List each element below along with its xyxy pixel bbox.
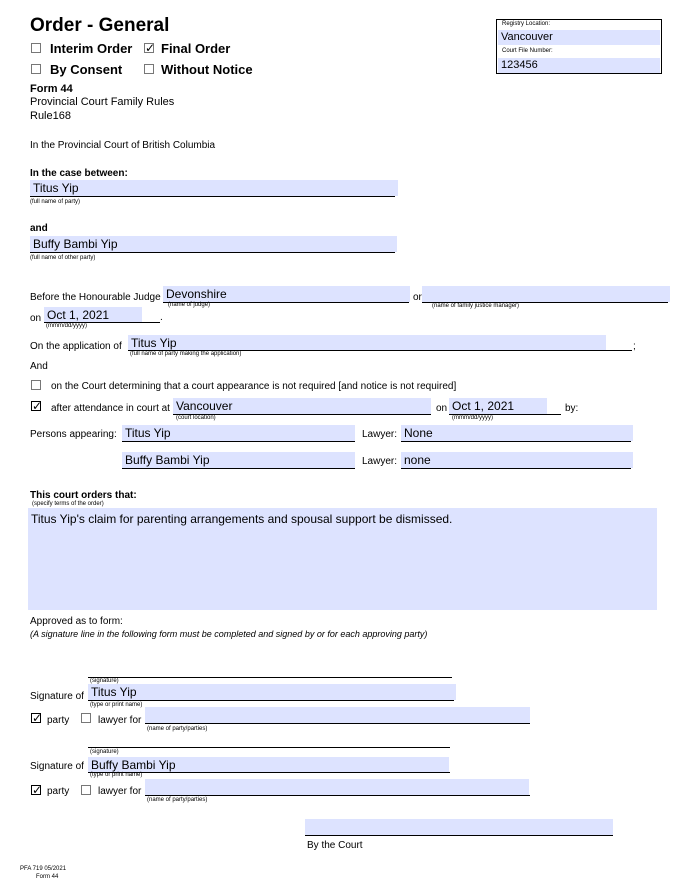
without-notice-label: Without Notice (161, 62, 253, 77)
signer-1-lawyer-label: lawyer for (98, 715, 142, 726)
before-judge-label: Before the Honourable Judge (30, 292, 161, 303)
registry-box (496, 19, 662, 74)
party-name-field[interactable]: Titus Yip (30, 180, 398, 196)
interim-order-label: Interim Order (50, 41, 133, 56)
signer-1-name-field[interactable]: Titus Yip (88, 684, 456, 700)
signer-2-party-parties-field[interactable] (145, 779, 529, 795)
court-signature-line (305, 835, 613, 836)
court-location-field[interactable]: Vancouver (173, 398, 431, 414)
signer-2-party-label: party (47, 786, 70, 797)
signer-1-party-checkbox[interactable] (31, 713, 41, 723)
signer-1-party-parties-field[interactable] (145, 707, 530, 723)
and-connector: And (30, 361, 48, 372)
lawyer-2-label: Lawyer: (362, 456, 398, 467)
checkmark-icon: ✓ (32, 783, 43, 797)
application-party-field[interactable]: Titus Yip (128, 335, 606, 351)
lawyer-2-field[interactable]: none (401, 452, 633, 468)
signature-2-line (88, 747, 450, 748)
signature-1-caption: (signature) (90, 678, 119, 684)
attendance-label: after attendance in court at (51, 403, 170, 414)
final-order-label: Final Order (161, 41, 231, 56)
checkmark-icon: ✓ (32, 399, 43, 413)
justice-manager-caption: (name of family justice manager) (432, 303, 520, 309)
attendance-checkbox[interactable] (31, 401, 41, 411)
final-order-checkbox[interactable] (144, 43, 154, 53)
lawyer-1-label: Lawyer: (362, 429, 398, 440)
without-notice-checkbox[interactable] (144, 64, 154, 74)
other-party-name-line (30, 252, 395, 253)
or-label: or (413, 292, 422, 303)
judge-on-label: on (30, 313, 42, 324)
court-location-caption: (court location) (176, 415, 216, 421)
court-orders-textarea[interactable]: Titus Yip's claim for parenting arrangements and spousal support be dismissed. (28, 508, 657, 610)
application-end: ; (633, 341, 636, 352)
judge-name-field[interactable]: Devonshire (163, 286, 410, 302)
signature-2-caption: (signature) (90, 749, 119, 755)
signature-of-2-label: Signature of (30, 761, 84, 772)
attendance-date-field[interactable]: Oct 1, 2021 (449, 398, 547, 414)
court-signature-field[interactable] (305, 819, 613, 835)
persons-appearing-label: Persons appearing: (30, 429, 117, 440)
judge-name-caption: (name of judge) (168, 302, 211, 308)
signer-1-name-line (88, 700, 454, 701)
application-label: On the application of (30, 341, 122, 352)
other-party-name-caption: (full name of other party) (30, 255, 96, 261)
signer-2-name-caption: (type or print name) (90, 772, 143, 778)
signer-2-party-parties-line (145, 795, 530, 796)
footer-form: Form 44 (36, 874, 59, 880)
lawyer-2-line (401, 468, 631, 469)
checkmark-icon: ✓ (145, 41, 156, 55)
approved-heading: Approved as to form: (30, 616, 123, 627)
signer-2-lawyer-label: lawyer for (98, 786, 142, 797)
rules-name: Provincial Court Family Rules (30, 96, 175, 108)
approved-note: (A signature line in the following form must be completed and signed by or for each approving party) (30, 629, 428, 639)
case-between-label: In the case between: (30, 168, 128, 179)
registry-location-label: Registry Location: (502, 21, 551, 27)
signer-1-party-label: party (47, 715, 70, 726)
court-orders-heading: This court orders that: (30, 490, 137, 501)
and-label: and (30, 223, 48, 234)
by-label: by: (565, 403, 579, 414)
signer-2-party-parties-caption: (name of party/parties) (147, 797, 208, 803)
signature-1-line (88, 677, 452, 678)
footer-code: PFA 719 05/2021 (20, 866, 67, 872)
person-appearing-2-line (122, 468, 355, 469)
page-title: Order - General (30, 15, 170, 36)
court-orders-caption: (specify terms of the order) (32, 501, 104, 507)
registry-location-field[interactable]: Vancouver (498, 30, 660, 45)
by-the-court-label: By the Court (307, 840, 363, 851)
signer-1-name-caption: (type or print name) (90, 702, 143, 708)
person-appearing-1-field[interactable]: Titus Yip (122, 425, 355, 441)
signer-2-lawyer-checkbox[interactable] (81, 785, 91, 795)
party-name-line (30, 196, 395, 197)
by-consent-checkbox[interactable] (31, 64, 41, 74)
signer-1-party-parties-line (145, 723, 530, 724)
signer-2-party-checkbox[interactable] (31, 785, 41, 795)
justice-manager-field[interactable] (422, 286, 670, 302)
signature-of-1-label: Signature of (30, 691, 84, 702)
no-appearance-checkbox[interactable] (31, 380, 41, 390)
lawyer-1-field[interactable]: None (401, 425, 633, 441)
signer-1-lawyer-checkbox[interactable] (81, 713, 91, 723)
judge-date-period: . (160, 312, 163, 323)
interim-order-checkbox[interactable] (31, 43, 41, 53)
by-consent-label: By Consent (50, 62, 123, 77)
no-appearance-label: on the Court determining that a court appearance is not required [and notice is not required] (51, 381, 457, 392)
judge-date-field[interactable]: Oct 1, 2021 (44, 307, 142, 323)
other-party-name-field[interactable]: Buffy Bambi Yip (30, 236, 397, 252)
person-appearing-2-field[interactable]: Buffy Bambi Yip (122, 452, 355, 468)
signer-1-party-parties-caption: (name of party/parties) (147, 726, 208, 732)
party-name-caption: (full name of party) (30, 199, 81, 205)
form-number: Form 44 (30, 83, 73, 95)
court-heading: In the Provincial Court of British Columbia (30, 140, 216, 151)
court-file-number-field[interactable]: 123456 (498, 58, 660, 73)
application-party-caption: (full name of party making the application) (130, 351, 242, 357)
attendance-date-caption: (mmm/dd/yyyy) (452, 415, 493, 421)
person-appearing-1-line (122, 441, 355, 442)
lawyer-1-line (401, 441, 631, 442)
rule-number: Rule168 (30, 110, 71, 122)
judge-date-caption: (mmm/dd/yyyy) (46, 323, 87, 329)
signer-2-name-field[interactable]: Buffy Bambi Yip (88, 757, 449, 773)
court-file-number-label: Court File Number: (502, 48, 553, 54)
attendance-on-label: on (436, 403, 448, 414)
checkmark-icon: ✓ (32, 711, 43, 725)
